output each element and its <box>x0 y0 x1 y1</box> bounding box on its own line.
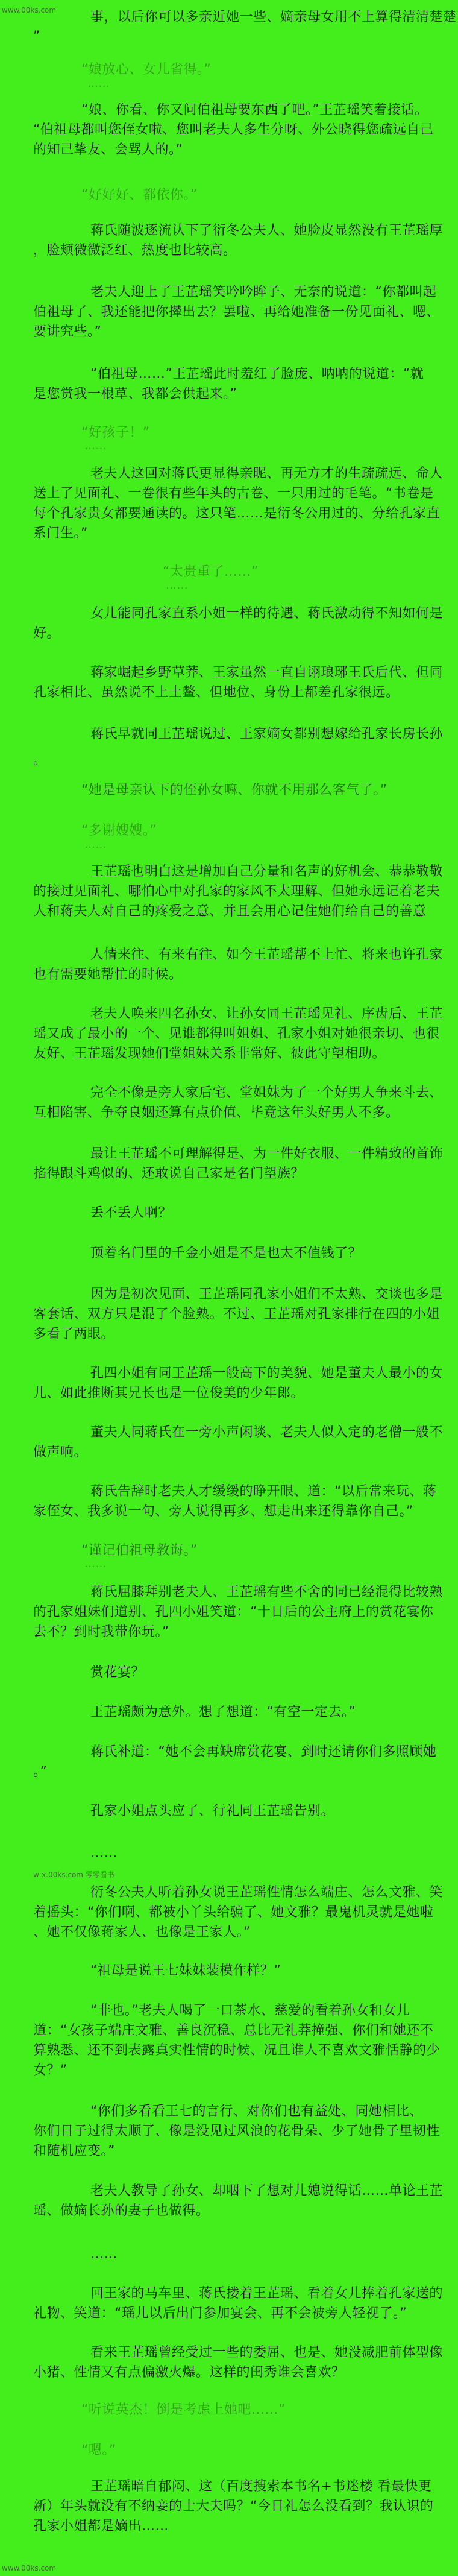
novel-text-line: 蒋家崛起乡野草莽、王家虽然一直自诩琅琊王氏后代、但同 <box>90 665 444 680</box>
novel-text-line: 多看了两眼。 <box>33 1327 115 1342</box>
novel-text-line: “非也。”老夫人喝了一口茶水、慈爱的看着孙女和女儿 <box>90 2003 410 2018</box>
novel-text-line: “你们多看看王七的言行、对你们也有益处、同她相比、 <box>90 2104 423 2119</box>
novel-text-line: 友好、王芷瑶发现她们堂姐妹关系非常好、彼此守望相助。 <box>33 1046 386 1061</box>
novel-text-line: “好好好、都依你。” <box>81 188 198 203</box>
novel-text-line: …… <box>84 1558 107 1570</box>
novel-text-line: …… <box>90 2247 118 2262</box>
novel-text-line: 老夫人迎上了王芷瑶笑吟吟眸子、无奈的说道：“你都叫起 <box>90 285 437 300</box>
novel-text-line: 人和蒋夫人对自己的疼爱之意、并且会用心记住她们给自己的善意 <box>33 904 427 919</box>
novel-text-line: 和随机应变。” <box>33 2144 115 2159</box>
novel-text-line: 赏花宴？ <box>90 1665 145 1680</box>
novel-text-line: 瑶、做嫡长孙的妻子也做得。 <box>33 2203 210 2218</box>
novel-text-line: 最让王芷瑶不可理解得是、为一件好衣服、一件精致的首饰 <box>90 1146 444 1161</box>
novel-text-line: 人情来往、有来有往、如今王芷瑶帮不上忙、将来也许孔家 <box>90 947 444 962</box>
novel-text-line: …… <box>84 838 107 851</box>
novel-text-line: 蒋氏屈膝拜别老夫人、王芷瑶有些不舍的同已经混得比较熟 <box>90 1585 444 1600</box>
novel-text-line: “娘放心、女儿省得。” <box>81 62 212 77</box>
novel-text-line: 好。 <box>33 626 61 641</box>
novel-text-line: 的接过见面礼、哪怕心中对孔家的家风不太理解、但她永远记着老夫 <box>33 884 441 899</box>
novel-text-line: 瑶又成了最小的一个、见谁都得叫姐姐、孔家小姐对她很亲切、也很 <box>33 1026 441 1041</box>
novel-text-line: 你们日子过得太顺了、像是没见过风浪的花骨朵、少了她骨子里韧性 <box>33 2124 441 2139</box>
novel-text-line: 的知己挚友、会骂人的。” <box>33 142 183 157</box>
novel-text-line: 道：“女孩子端庄文雅、善良沉稳、总比无礼莽撞强、你们和她还不 <box>33 2023 434 2038</box>
novel-text-line: 蒋氏随波逐流认下了衍冬公夫人、她脸皮显然没有王芷瑶厚 <box>90 223 444 238</box>
novel-text-line: 董夫人同蒋氏在一旁小声闲谈、老夫人似入定的老僧一般不 <box>90 1425 444 1440</box>
novel-text-line: 。 <box>33 753 47 768</box>
novel-text-line: …… <box>84 440 107 452</box>
watermark-text: www.00ks.com <box>2 6 57 14</box>
novel-text-line: 也有需要她帮忙的时候。 <box>33 967 183 982</box>
novel-text-line: 掐得跟斗鸡似的、还敢说自己家是名门望族？ <box>33 1166 305 1181</box>
novel-text-line: 丢不丢人啊？ <box>90 1205 172 1220</box>
novel-text-line: 王芷瑶颇为意外。想了想道：“有空一定去。” <box>90 1705 356 1720</box>
novel-text-line: 王芷瑶暗自郁闷、这（百度搜索本书名+书迷楼 看最快更 <box>90 2479 432 2494</box>
watermark-text: www.00ks.com <box>2 2564 57 2572</box>
novel-text-line: “好孩子！” <box>81 425 150 440</box>
novel-text-line: 蒋氏补道：“她不会再缺席赏花宴、到时还请你们多照顾她 <box>90 1744 437 1760</box>
novel-text-line: “多谢嫂嫂。” <box>81 823 157 838</box>
novel-text-line: ” <box>33 29 40 44</box>
novel-text-line: 老夫人唤来四名孙女、让孙女同王芷瑶见礼、序齿后、王芷 <box>90 1006 444 1021</box>
watermark-text: w-x.00ks.com 零零看书 <box>33 1870 114 1879</box>
novel-text-line: 蒋氏早就同王芷瑶说过、王家嫡女都别想嫁给孔家长房长孙 <box>90 727 444 742</box>
novel-text-line: …… <box>166 579 188 592</box>
novel-text-line: 回王家的马车里、蒋氏搂着王芷瑶、看着女儿捧着孔家送的 <box>90 2286 444 2301</box>
novel-text-line: 互相陷害、争夺良姻还算有点价值、毕竟这年头好男人不多。 <box>33 1105 400 1120</box>
novel-text-line: “听说英杰！倒是考虑上她吧……” <box>81 2402 286 2417</box>
novel-text-line: 的孔家姐妹们道别、孔四小姐笑道：“十日后的公主府上的赏花宴你 <box>33 1605 434 1620</box>
novel-text-line: “伯祖母都叫您侄女啦、您叫老夫人多生分呀、外公晓得您疏远自己 <box>33 122 434 137</box>
novel-text-line: 顶着名门里的千金小姐是不是也太不值钱了？ <box>90 1246 362 1261</box>
novel-text-line: 送上了见面礼、一卷很有些年头的古卷、一只用过的毛笔。“书卷是 <box>33 486 434 501</box>
novel-text-line: “祖母是说王七妹妹装模作样？” <box>90 1963 281 1978</box>
novel-text-line: 因为是初次见面、王芷瑶同孔家小姐们不太熟、交谈也多是 <box>90 1287 444 1302</box>
novel-text-line: 去不？到时我带你玩。” <box>33 1624 169 1640</box>
novel-text-line: 算熟悉、还不到表露真实性情的时候、况且谁人不喜欢文雅恬静的少 <box>33 2043 441 2058</box>
novel-text-line: …… <box>90 1846 118 1861</box>
novel-text-line: 礼物、笑道：“瑶儿以后出门参加宴会、再不会被旁人轻视了。” <box>33 2306 407 2321</box>
novel-text-line: 女？” <box>33 2063 67 2078</box>
novel-text-line: 儿、如此推断其兄长也是一位俊美的少年郎。 <box>33 1386 305 1401</box>
novel-text-line: “伯祖母……”王芷瑶此时羞红了脸庞、呐呐的说道：“就 <box>90 367 424 382</box>
novel-text-line: 小猪、性情又有点偏激火爆。这样的闺秀谁会喜欢？ <box>33 2365 345 2380</box>
novel-text-line: 着摇头：“你们啊、都被小丫头给骗了、她文雅？最鬼机灵就是她啦 <box>33 1905 434 1920</box>
novel-text-line: 新）年头就没有不纳妾的士大夫吗？“今日礼怎么没看到？我认识的 <box>33 2499 434 2514</box>
novel-text-line: 完全不像是旁人家后宅、堂姐妹为了一个好男人争来斗去、 <box>90 1085 444 1100</box>
novel-text-line: 家侄女、我多说一句、旁人说得再多、想走出来还得靠你自己。” <box>33 1504 413 1519</box>
novel-text-line: 要讲究些。” <box>33 324 102 339</box>
novel-text-line: “嗯。” <box>81 2443 116 2458</box>
novel-text-line: 事，以后你可以多亲近她一些、嫡亲母女用不上算得清清楚楚 <box>90 10 457 25</box>
novel-text-line: 做声响。 <box>33 1445 88 1460</box>
novel-text-line: 女儿能同孔家直系小姐一样的待遇、蒋氏激动得不知如何是 <box>90 606 444 621</box>
novel-text-line: 孔家小姐点头应了、行礼同王芷瑶告别。 <box>90 1804 335 1819</box>
novel-text-line: 老夫人这回对蒋氏更显得亲昵、再无方才的生疏疏远、命人 <box>90 466 444 481</box>
novel-text-line: “娘、你看、你又问伯祖母要东西了吧。”王芷瑶笑着接话。 <box>81 103 428 118</box>
novel-text-line: 衍冬公夫人听着孙女说王芷瑶性情怎么端庄、怎么文雅、笑 <box>90 1885 444 1900</box>
novel-text-line: 伯祖母了、我还能把你撵出去？罢啦、再给她准备一份见面礼、嗯、 <box>33 305 441 320</box>
novel-text-line: 系门生。” <box>33 526 88 541</box>
novel-text-line: 。” <box>33 1764 48 1779</box>
novel-text-line: 、她不仅像蒋家人、也像是王家人。” <box>33 1925 251 1940</box>
novel-text-line: 王芷瑶也明白这是增加自己分量和名声的好机会、恭恭敬敬 <box>90 864 444 879</box>
novel-text-line: ，脸颊微微泛红、热度也比较高。 <box>33 243 237 258</box>
novel-text-line: “谨记伯祖母教诲。” <box>81 1543 198 1558</box>
novel-text-line: “她是母亲认下的侄孙女嘛、你就不用那么客气了。” <box>81 783 387 798</box>
novel-text-line: 孔四小姐有同王芷瑶一般高下的美貌、她是董夫人最小的女 <box>90 1366 444 1381</box>
novel-text-line: 看来王芷瑶曾经受过一些的委屈、也是、她没减肥前体型像 <box>90 2345 444 2360</box>
novel-text-line: 老夫人教导了孙女、却咽下了想对儿媳说得话……单论王芷 <box>90 2183 444 2199</box>
novel-text-line: 客套话、双方只是混了个脸熟。不过、王芷瑶对孔家排行在四的小姐 <box>33 1307 441 1322</box>
novel-text-line: “太贵重了……” <box>163 564 259 579</box>
novel-text-line: 孔家小姐都是嫡出…… <box>33 2519 169 2534</box>
novel-text-line: 是您赏我一根草、我都会供起来。” <box>33 387 237 402</box>
novel-text-line: 孔家相比、虽然说不上土鳖、但地位、身份上都差孔家很远。 <box>33 685 400 700</box>
novel-text-line: 蒋氏告辞时老夫人才缓缓的睁开眼、道：“以后常来玩、蒋 <box>90 1484 437 1499</box>
novel-text-line: …… <box>87 77 110 90</box>
novel-text-line: 每个孔家贵女都要通读的。这只笔……是衍冬公用过的、分给孔家直 <box>33 506 441 521</box>
